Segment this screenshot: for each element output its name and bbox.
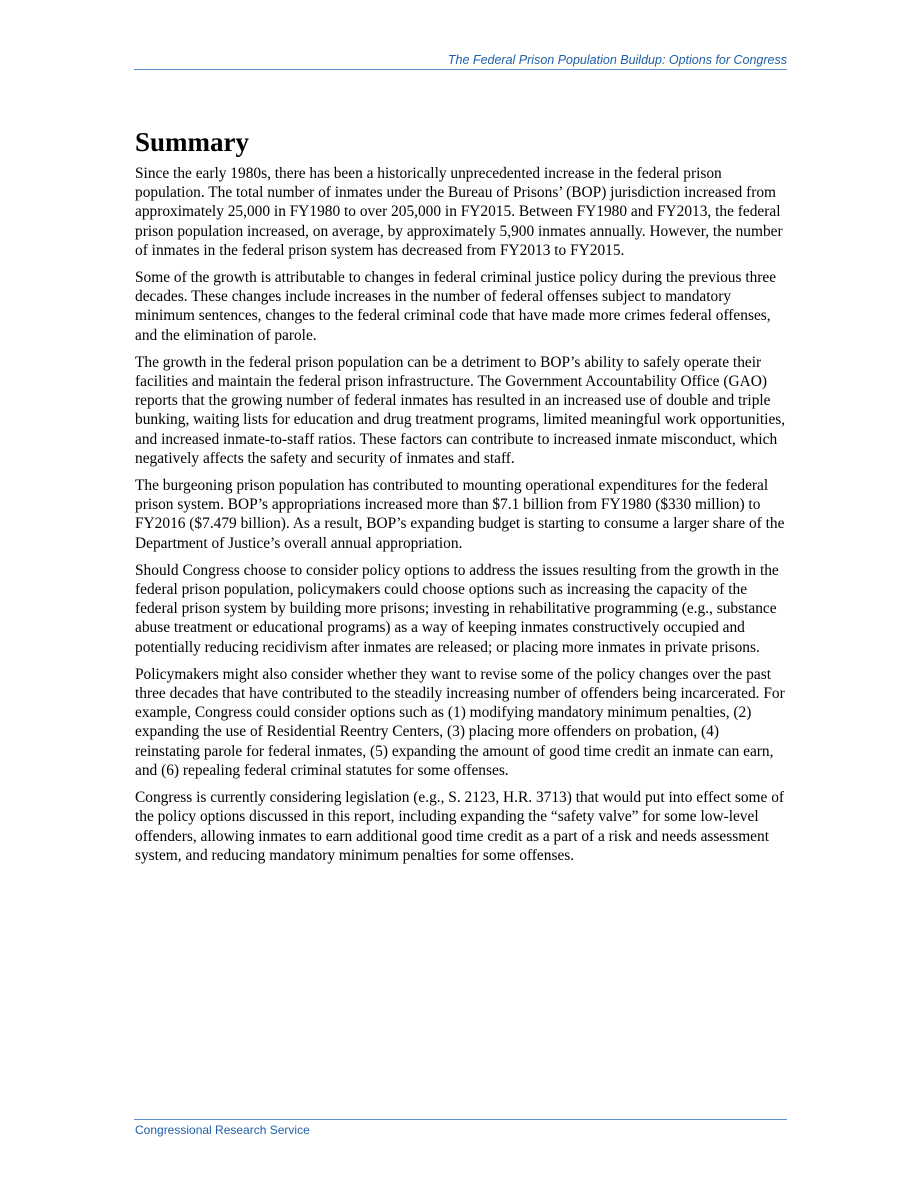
paragraph-1: Since the early 1980s, there has been a historically unprecedented increase in the federal prison population. The total number of inmates under the Bureau of Prisons’ (BOP) jurisdiction increased from approximately 25,000 in FY1980 to over 205,000 in FY2015. Between FY1980 and FY2013, the federal prison population increased, on average, by approximately 5,900 inmates annually. However, the number of inmates in the federal prison system has decreased from FY2013 to FY2015. (135, 165, 783, 259)
header-rule (134, 69, 787, 70)
footer-rule (134, 1119, 787, 1120)
running-header-title: The Federal Prison Population Buildup: Options for Congress (447, 53, 787, 67)
footer-organization: Congressional Research Service (135, 1123, 310, 1137)
paragraph-3: The growth in the federal prison population can be a detriment to BOP’s ability to safely operate their facilities and maintain the federal prison infrastructure. The Government Accountability Office (GAO) reports that the growing number of federal inmates has resulted in an increased use of double and triple bunking, waiting lists for education and drug treatment programs, limited meaningful work opportunities, and increased inmate-to-staff ratios. These factors can contribute to increased inmate misconduct, which negatively affects the safety and security of inmates and staff. (135, 353, 786, 467)
paragraph-4: The burgeoning prison population has contributed to mounting operational expenditures for the federal prison system. BOP’s appropriations increased more than $7.1 billion from FY1980 ($330 million) to FY2016 ($7.479 billion). As a result, BOP’s expanding budget is starting to consume a larger share of the Department of Justice’s overall annual appropriation. (135, 477, 785, 552)
paragraph-2: Some of the growth is attributable to changes in federal criminal justice policy during the previous three decades. These changes include increases in the number of federal offenses subject to mandatory minimum sentences, changes to the federal criminal code that have made more crimes federal offenses, and the elimination of parole. (135, 269, 777, 344)
summary-section (135, 124, 787, 873)
paragraph-6: Policymakers might also consider whether they want to revise some of the policy changes over the past three decades that have contributed to the steadily increasing number of offenders being incarcerated. For example, Congress could consider options such as (1) modifying mandatory minimum penalties, (2) expanding the use of Residential Reentry Centers, (3) placing more offenders on probation, (4) reinstating parole for federal inmates, (5) expanding the amount of good time credit an inmate can earn, and (6) repealing federal criminal statutes for some offenses. (135, 665, 785, 779)
section-heading: Summary (135, 127, 249, 157)
paragraph-7: Congress is currently considering legislation (e.g., S. 2123, H.R. 3713) that would put into effect some of the policy options discussed in this report, including expanding the “safety valve” for some low-level offenders, allowing inmates to earn additional good time credit as a part of a risk and needs assessment system, and reducing mandatory minimum penalties for some offenses. (135, 789, 785, 864)
paragraph-5: Should Congress choose to consider policy options to address the issues resulting from the growth in the federal prison population, policymakers could choose options such as increasing the capacity of the federal prison system by building more prisons; investing in rehabilitative programming (e.g., substance abuse treatment or educational programs) as a way of keeping inmates constructively occupied and potentially reducing recidivism after inmates are released; or placing more inmates in private prisons. (135, 561, 779, 656)
